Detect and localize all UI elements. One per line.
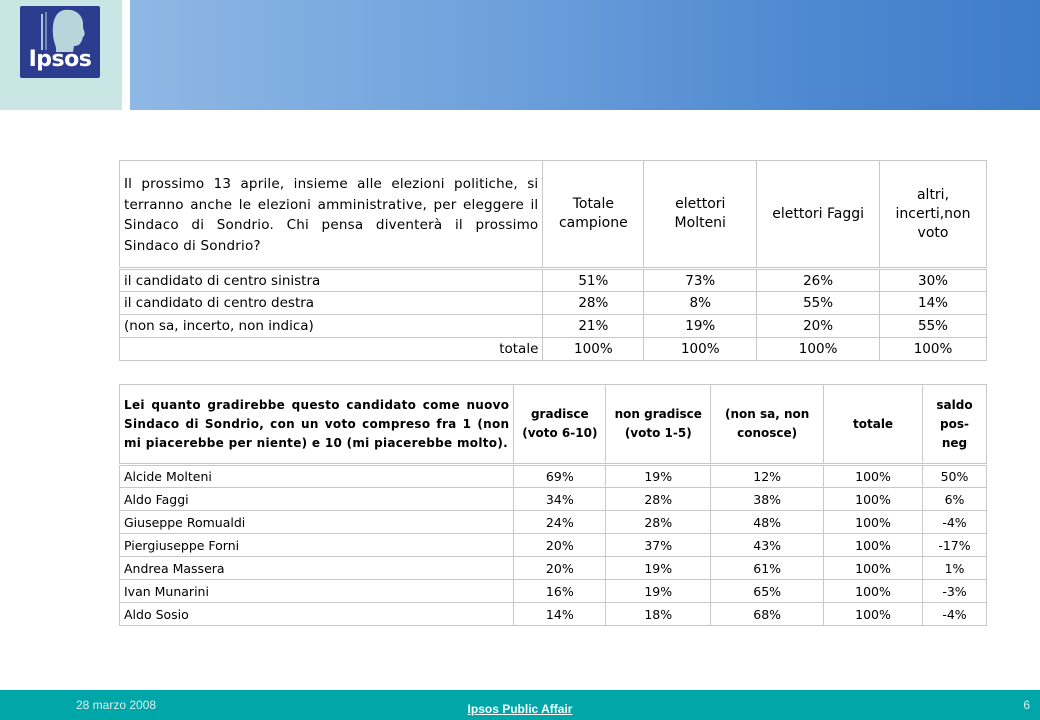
cell-value: 100% <box>824 534 923 557</box>
cell-value: 19% <box>606 580 711 603</box>
cell-value: 19% <box>606 465 711 488</box>
cell-value: 100% <box>644 338 757 361</box>
cell-value: 100% <box>757 338 880 361</box>
cell-value: 21% <box>543 315 644 338</box>
cell-value: 100% <box>543 338 644 361</box>
cell-value: 28% <box>543 292 644 315</box>
table2-col-header: gradisce (voto 6-10) <box>514 385 606 465</box>
cell-value: 38% <box>711 488 824 511</box>
row-label: totale <box>120 338 543 361</box>
cell-value: 100% <box>880 338 987 361</box>
cell-value: 50% <box>922 465 986 488</box>
footer-title: Ipsos Public Affair <box>467 702 573 716</box>
table2-col-header: non gradisce (voto 1-5) <box>606 385 711 465</box>
sindaco-prediction-table <box>119 160 987 361</box>
table1-question: Il prossimo 13 aprile, insieme alle elezioni politiche, si terranno anche le elezioni amministrative, per eleggere il Sindaco di Sondrio. Chi pensa diventerà il prossimo Sindaco di Sondrio? <box>120 161 543 269</box>
cell-value: 51% <box>543 269 644 292</box>
table-row <box>120 511 987 534</box>
cell-value: 48% <box>711 511 824 534</box>
table1-col-header: elettori Molteni <box>644 161 757 269</box>
cell-value: 20% <box>514 534 606 557</box>
cell-value: 34% <box>514 488 606 511</box>
table-row <box>120 465 987 488</box>
cell-value: -3% <box>922 580 986 603</box>
table1-col-header: Totale campione <box>543 161 644 269</box>
cell-value: -17% <box>922 534 986 557</box>
cell-value: 24% <box>514 511 606 534</box>
cell-value: -4% <box>922 603 986 626</box>
table1-col-header: elettori Faggi <box>757 161 880 269</box>
header-separator <box>122 0 130 110</box>
cell-value: 18% <box>606 603 711 626</box>
header-left-panel <box>0 0 122 110</box>
cell-value: 69% <box>514 465 606 488</box>
row-label: Aldo Sosio <box>120 603 514 626</box>
row-label: Aldo Faggi <box>120 488 514 511</box>
footer-date: 28 marzo 2008 <box>76 698 157 712</box>
logo-text: Ipsos <box>28 47 92 72</box>
cell-value: 26% <box>757 269 880 292</box>
cell-value: 6% <box>922 488 986 511</box>
table1-header-row <box>120 161 987 269</box>
cell-value: 100% <box>824 580 923 603</box>
table-row <box>120 488 987 511</box>
cell-value: 14% <box>514 603 606 626</box>
cell-value: 1% <box>922 557 986 580</box>
ipsos-logo <box>20 6 100 78</box>
table2-question: Lei quanto gradirebbe questo candidato come nuovo Sindaco di Sondrio, con un voto compreso fra 1 (non mi piacerebbe per niente) e 10 (mi piacerebbe molto). <box>120 385 514 465</box>
cell-value: 100% <box>824 557 923 580</box>
cell-value: 14% <box>880 292 987 315</box>
row-label: Andrea Massera <box>120 557 514 580</box>
cell-value: 28% <box>606 511 711 534</box>
cell-value: 43% <box>711 534 824 557</box>
cell-value: 68% <box>711 603 824 626</box>
page-number: 6 <box>1023 698 1030 712</box>
cell-value: 37% <box>606 534 711 557</box>
cell-value: 20% <box>514 557 606 580</box>
cell-value: 55% <box>757 292 880 315</box>
cell-value: 100% <box>824 603 923 626</box>
cell-value: 16% <box>514 580 606 603</box>
table-row <box>120 534 987 557</box>
table2-col-header: (non sa, non conosce) <box>711 385 824 465</box>
table-row <box>120 557 987 580</box>
table-row <box>120 580 987 603</box>
cell-value: 19% <box>606 557 711 580</box>
table2-col-header: saldo pos-neg <box>922 385 986 465</box>
cell-value: 19% <box>644 315 757 338</box>
table-row <box>120 269 987 292</box>
cell-value: 100% <box>824 465 923 488</box>
cell-value: 100% <box>824 488 923 511</box>
row-label: Giuseppe Romualdi <box>120 511 514 534</box>
table-row <box>120 292 987 315</box>
candidate-approval-table <box>119 384 987 626</box>
table2-col-header: totale <box>824 385 923 465</box>
cell-value: -4% <box>922 511 986 534</box>
row-label: (non sa, incerto, non indica) <box>120 315 543 338</box>
header-band <box>130 0 1040 110</box>
row-label: il candidato di centro destra <box>120 292 543 315</box>
cell-value: 73% <box>644 269 757 292</box>
table-row <box>120 315 987 338</box>
cell-value: 12% <box>711 465 824 488</box>
table2-header-row <box>120 385 987 465</box>
table-row-total <box>120 338 987 361</box>
cell-value: 30% <box>880 269 987 292</box>
cell-value: 8% <box>644 292 757 315</box>
row-label: il candidato di centro sinistra <box>120 269 543 292</box>
cell-value: 100% <box>824 511 923 534</box>
cell-value: 65% <box>711 580 824 603</box>
cell-value: 20% <box>757 315 880 338</box>
cell-value: 28% <box>606 488 711 511</box>
row-label: Piergiuseppe Forni <box>120 534 514 557</box>
table1-col-header: altri, incerti,non voto <box>880 161 987 269</box>
cell-value: 55% <box>880 315 987 338</box>
row-label: Ivan Munarini <box>120 580 514 603</box>
cell-value: 61% <box>711 557 824 580</box>
row-label: Alcide Molteni <box>120 465 514 488</box>
table-row <box>120 603 987 626</box>
footer-bar <box>0 690 1040 720</box>
